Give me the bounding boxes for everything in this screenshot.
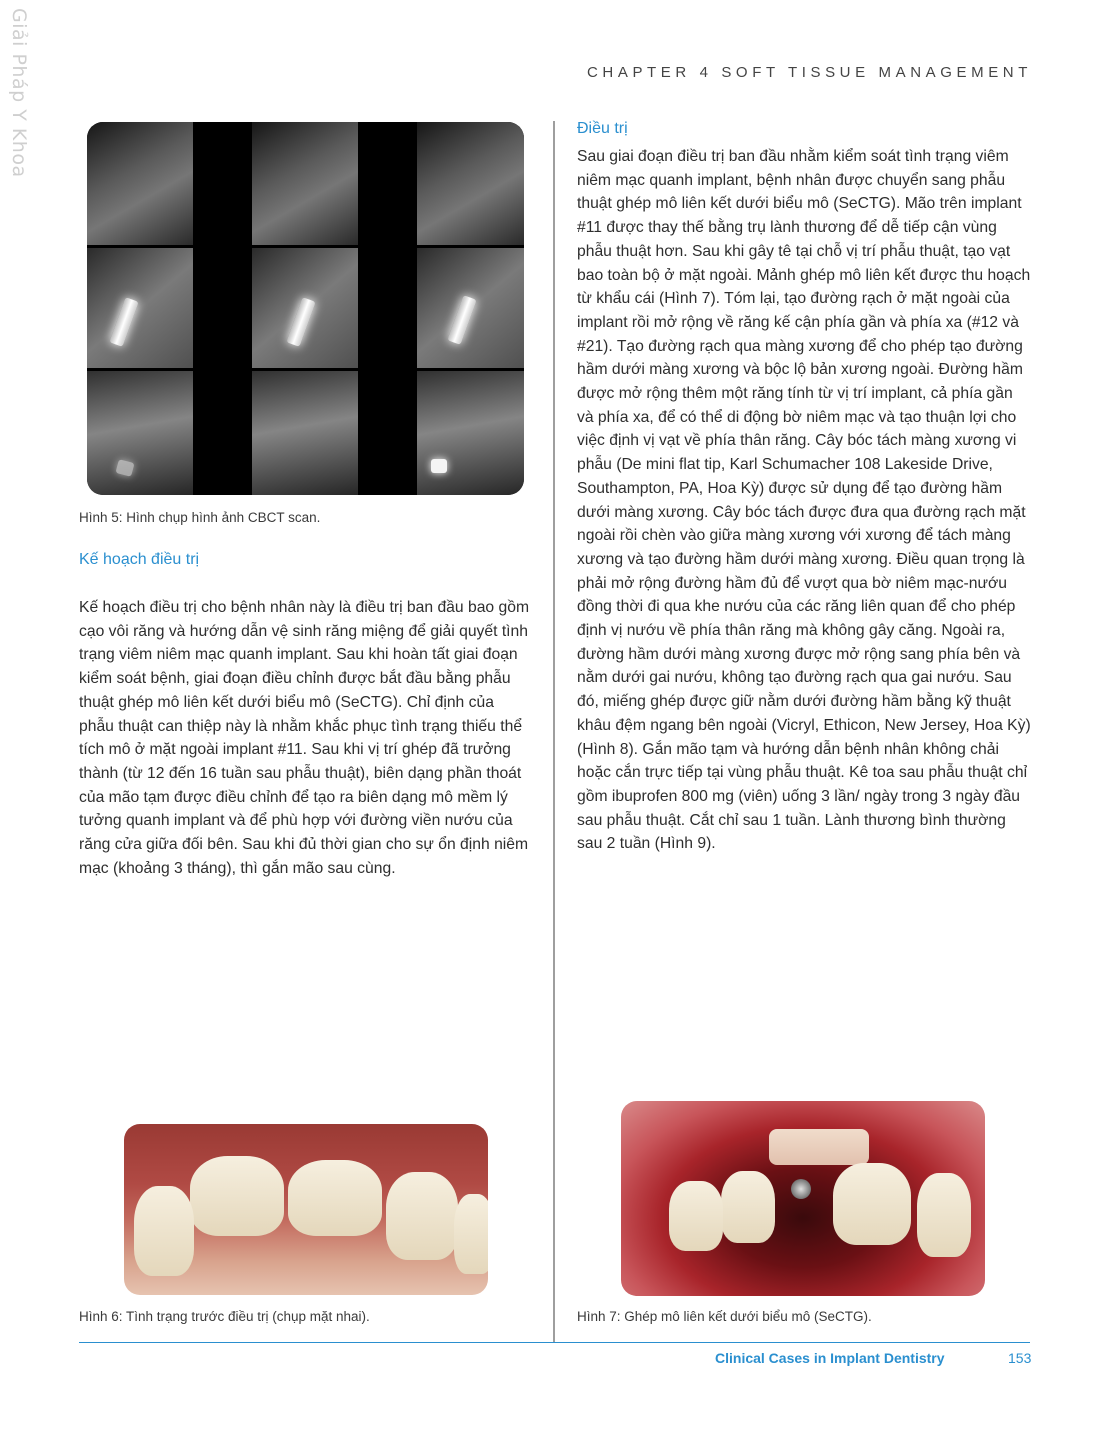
tooth (454, 1194, 488, 1274)
plan-heading: Kế hoạch điều trị (79, 551, 200, 568)
cbct-slice (417, 122, 524, 245)
cbct-slice (417, 248, 524, 368)
column-divider (553, 121, 555, 1343)
connective-tissue-graft (769, 1129, 869, 1165)
cbct-slice (417, 371, 524, 495)
figure-5-cbct-image (87, 122, 524, 495)
cbct-column-3 (417, 122, 524, 495)
cbct-column-1 (87, 122, 193, 495)
tooth (917, 1173, 971, 1257)
tooth (721, 1171, 775, 1243)
tooth (669, 1181, 723, 1251)
cbct-slice (87, 122, 193, 245)
tooth (288, 1160, 382, 1236)
tooth (190, 1156, 284, 1236)
treatment-heading: Điều trị (577, 120, 628, 137)
watermark: Giải Pháp Y Khoa (8, 8, 30, 178)
tooth (134, 1186, 194, 1276)
cbct-slice (252, 371, 358, 495)
cbct-crown-mark (431, 459, 447, 473)
figure-7-photo (621, 1101, 985, 1296)
cbct-implant-mark (447, 295, 477, 345)
plan-body: Kế hoạch điều trị cho bệnh nhân này là điều trị ban đầu bao gồm cạo vôi răng và hướng dẫn vệ sinh răng miệng để giải quyết tình trạng viêm niêm mạc quanh implant. Sau khi hoàn tất giai đoạn kiểm soát bệnh, giai đoạn điều chỉnh được bắt đầu bằng phẫu thuật ghép mô liên kết dưới biểu mô (SeCTG). Chỉ định của phẫu thuật can thiệp này là nhằm khắc phục tình trạng thiếu thể tích mô ở mặt ngoài implant #11. Sau khi vị trí ghép đã trưởng thành (từ 12 đến 16 tuần sau phẫu thuật), biên dạng phần thoát của mão tạm được điều chỉnh để tạo ra biên dạng mô mềm lý tưởng quanh implant và để phù hợp với đường viền nướu của răng cửa giữa đối bên. Sau khi đủ thời gian cho sự ổn định niêm mạc (khoảng 3 tháng), thì gắn mão sau cùng. (79, 599, 530, 877)
figure-5-caption: Hình 5: Hình chụp hình ảnh CBCT scan. (79, 510, 321, 525)
tooth (833, 1163, 911, 1245)
figure-7-caption: Hình 7: Ghép mô liên kết dưới biểu mô (SeCTG). (577, 1309, 872, 1324)
cbct-column-2 (252, 122, 358, 495)
chapter-header: CHAPTER 4 SOFT TISSUE MANAGEMENT (586, 64, 1032, 81)
footer-rule (79, 1342, 1030, 1343)
cbct-slice (87, 371, 193, 495)
cbct-slice (252, 122, 358, 245)
cbct-slice (252, 248, 358, 368)
cbct-crown-mark (115, 459, 134, 477)
figure-6-photo (124, 1124, 488, 1295)
cbct-slice (87, 248, 193, 368)
figure-6-caption: Hình 6: Tình trạng trước điều trị (chụp mặt nhai). (79, 1309, 370, 1324)
cbct-implant-mark (286, 297, 316, 347)
healing-abutment (791, 1179, 811, 1199)
footer-book-title: Clinical Cases in Implant Dentistry (715, 1350, 945, 1366)
treatment-body: Sau giai đoạn điều trị ban đầu nhằm kiểm soát tình trạng viêm niêm mạc quanh implant, bệnh nhân được chuyển sang phẫu thuật ghép mô liên kết dưới biểu mô (SeCTG). Mão trên implant #11 được thay thế bằng trụ lành thương để dễ tiếp cận vùng phẫu thuật hơn. Sau khi gây tê tại chỗ vị trí phẫu thuật, tạo vạt bao toàn bộ ở mặt ngoài. Mảnh ghép mô liên kết được thu hoạch từ khẩu cái (Hình 7). Tóm lại, tạo đường rạch ở mặt ngoài của implant rồi mở rộng về răng kế cận phía gần và phía xa (#12 và #21). Tạo đường rạch qua màng xương để cho phép tạo đường hầm dưới màng xương và bộc lộ bản xương ngoài. Đường hầm được mở rộng thêm một răng tính từ vị trí implant, cả phía gần và phía xa, để có thể di động bờ niêm mạc và tạo thuận lợi cho việc định vị vạt về phía thân răng. Cây bóc tách màng xương vi phẫu (De mini flat tip, Karl Schumacher 108 Lakeside Drive, Southampton, PA, Hoa Kỳ) được sử dụng để tạo đường hầm dưới màng xương. Cây bóc tách được đưa qua đường rạch mặt ngoài rồi chèn vào giữa màng xương với xương để tách màng xương và tạo đường hầm dưới màng xương. Điều quan trọng là phải mở rộng đường hầm đủ để vượt qua bờ niêm mạc-nướu đồng thời đi qua khe nướu của các răng liên quan để cho phép định vị nướu về phía thân răng mà không gây căng. Ngoài ra, đường hầm dưới màng xương được mở rộng sang phía bên và nằm dưới gai nướu, không tạo đường rạch qua gai nướu. Sau đó, miếng ghép được giữ nằm dưới đường hầm bằng kỹ thuật khâu đệm ngang bên ngoài (Vicryl, Ethicon, New Jersey, Hoa Kỳ) (Hình 8). Gắn mão tạm và hướng dẫn bệnh nhân không chải hoặc cắn trực tiếp tại vùng phẫu thuật. Kê toa sau phẫu thuật chỉ gồm ibuprofen 800 mg (viên) uống 3 lần/ ngày trong 3 ngày đầu sau phẫu thuật. Cắt chỉ sau 1 tuần. Lành thương bình thường sau 2 tuần (Hình 9). (577, 148, 1031, 853)
tooth (386, 1172, 458, 1260)
page-number: 153 (1008, 1350, 1032, 1366)
